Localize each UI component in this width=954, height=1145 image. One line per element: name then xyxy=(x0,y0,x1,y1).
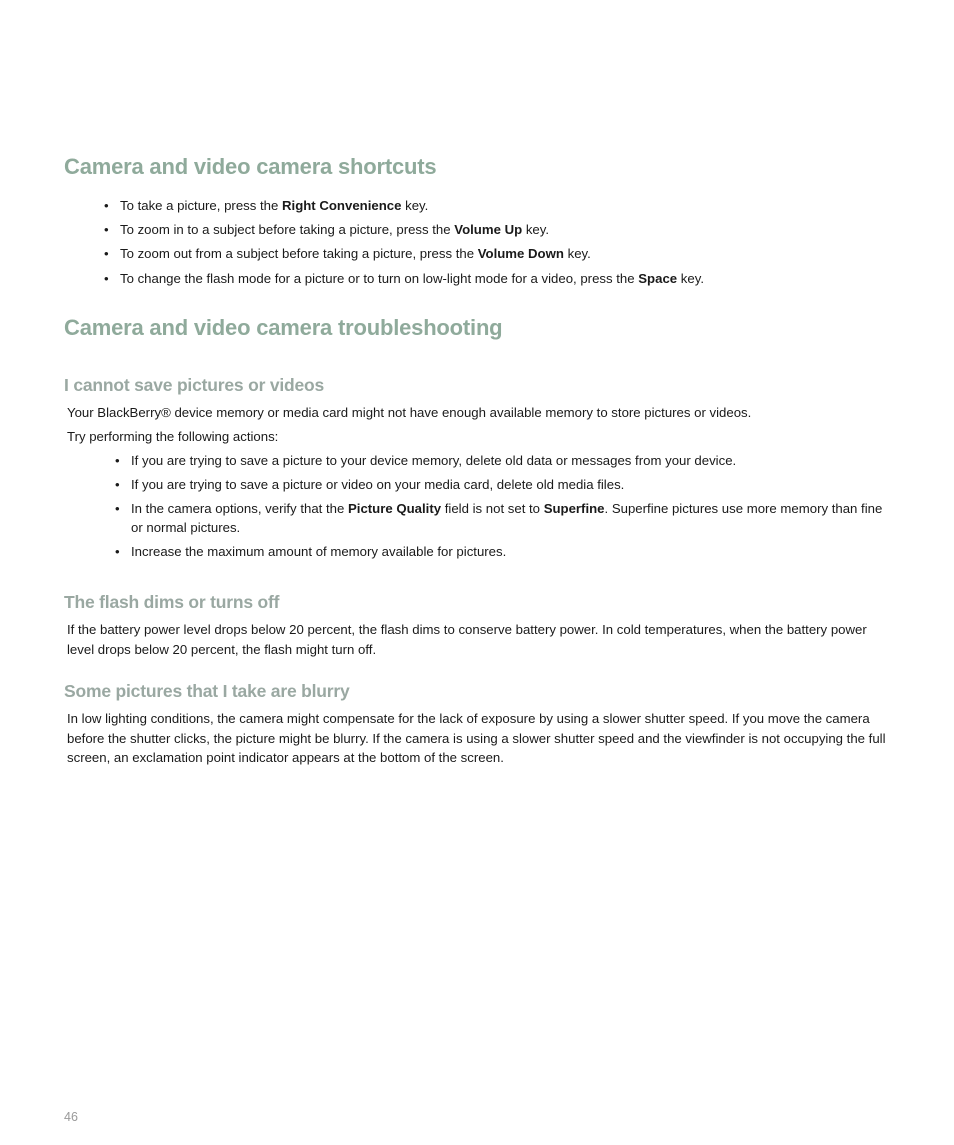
cannot-save-try: Try performing the following actions: xyxy=(67,429,279,444)
flash-text: If the battery power level drops below 20 percent, the flash dims to conserve battery power. In cold temperatures, when the battery power level drops below 20 percent, the flash might turn off. xyxy=(67,622,867,657)
cannot-save-list xyxy=(115,451,895,561)
list-item: • In the camera options, verify that the Picture Quality field is not set to Superfine. Superfine pictures use more memory than fine or normal pictures. xyxy=(115,499,895,537)
list-item: • If you are trying to save a picture to your device memory, delete old data or messages from your device. xyxy=(115,451,895,470)
list-item: • If you are trying to save a picture or video on your media card, delete old media files. xyxy=(115,475,895,494)
cannot-save-title: I cannot save pictures or videos xyxy=(64,375,325,395)
page-number: 46 xyxy=(64,1110,78,1124)
list-item: • To take a picture, press the Right Convenience key. xyxy=(104,196,924,215)
troubleshooting-title: Camera and video camera troubleshooting xyxy=(64,315,503,340)
list-item: • To change the flash mode for a picture or to turn on low-light mode for a video, press the Space key. xyxy=(104,269,924,288)
list-item: • Increase the maximum amount of memory available for pictures. xyxy=(115,542,895,561)
list-item: • To zoom in to a subject before taking a picture, press the Volume Up key. xyxy=(104,220,924,239)
list-item: • To zoom out from a subject before taking a picture, press the Volume Down key. xyxy=(104,244,924,263)
shortcuts-list xyxy=(104,196,924,288)
blurry-title: Some pictures that I take are blurry xyxy=(64,681,350,701)
flash-title: The flash dims or turns off xyxy=(64,592,280,612)
cannot-save-intro: Your BlackBerry® device memory or media card might not have enough available memory to store pictures or videos. xyxy=(67,405,752,420)
shortcuts-title: Camera and video camera shortcuts xyxy=(64,154,437,179)
blurry-text: In low lighting conditions, the camera might compensate for the lack of exposure by using a slower shutter speed. If you move the camera before the shutter clicks, the picture might be blurry. If the camera is using a slower shutter speed and the viewfinder is not occupying the full screen, an exclamation point indicator appears at the bottom of the screen. xyxy=(67,711,886,765)
